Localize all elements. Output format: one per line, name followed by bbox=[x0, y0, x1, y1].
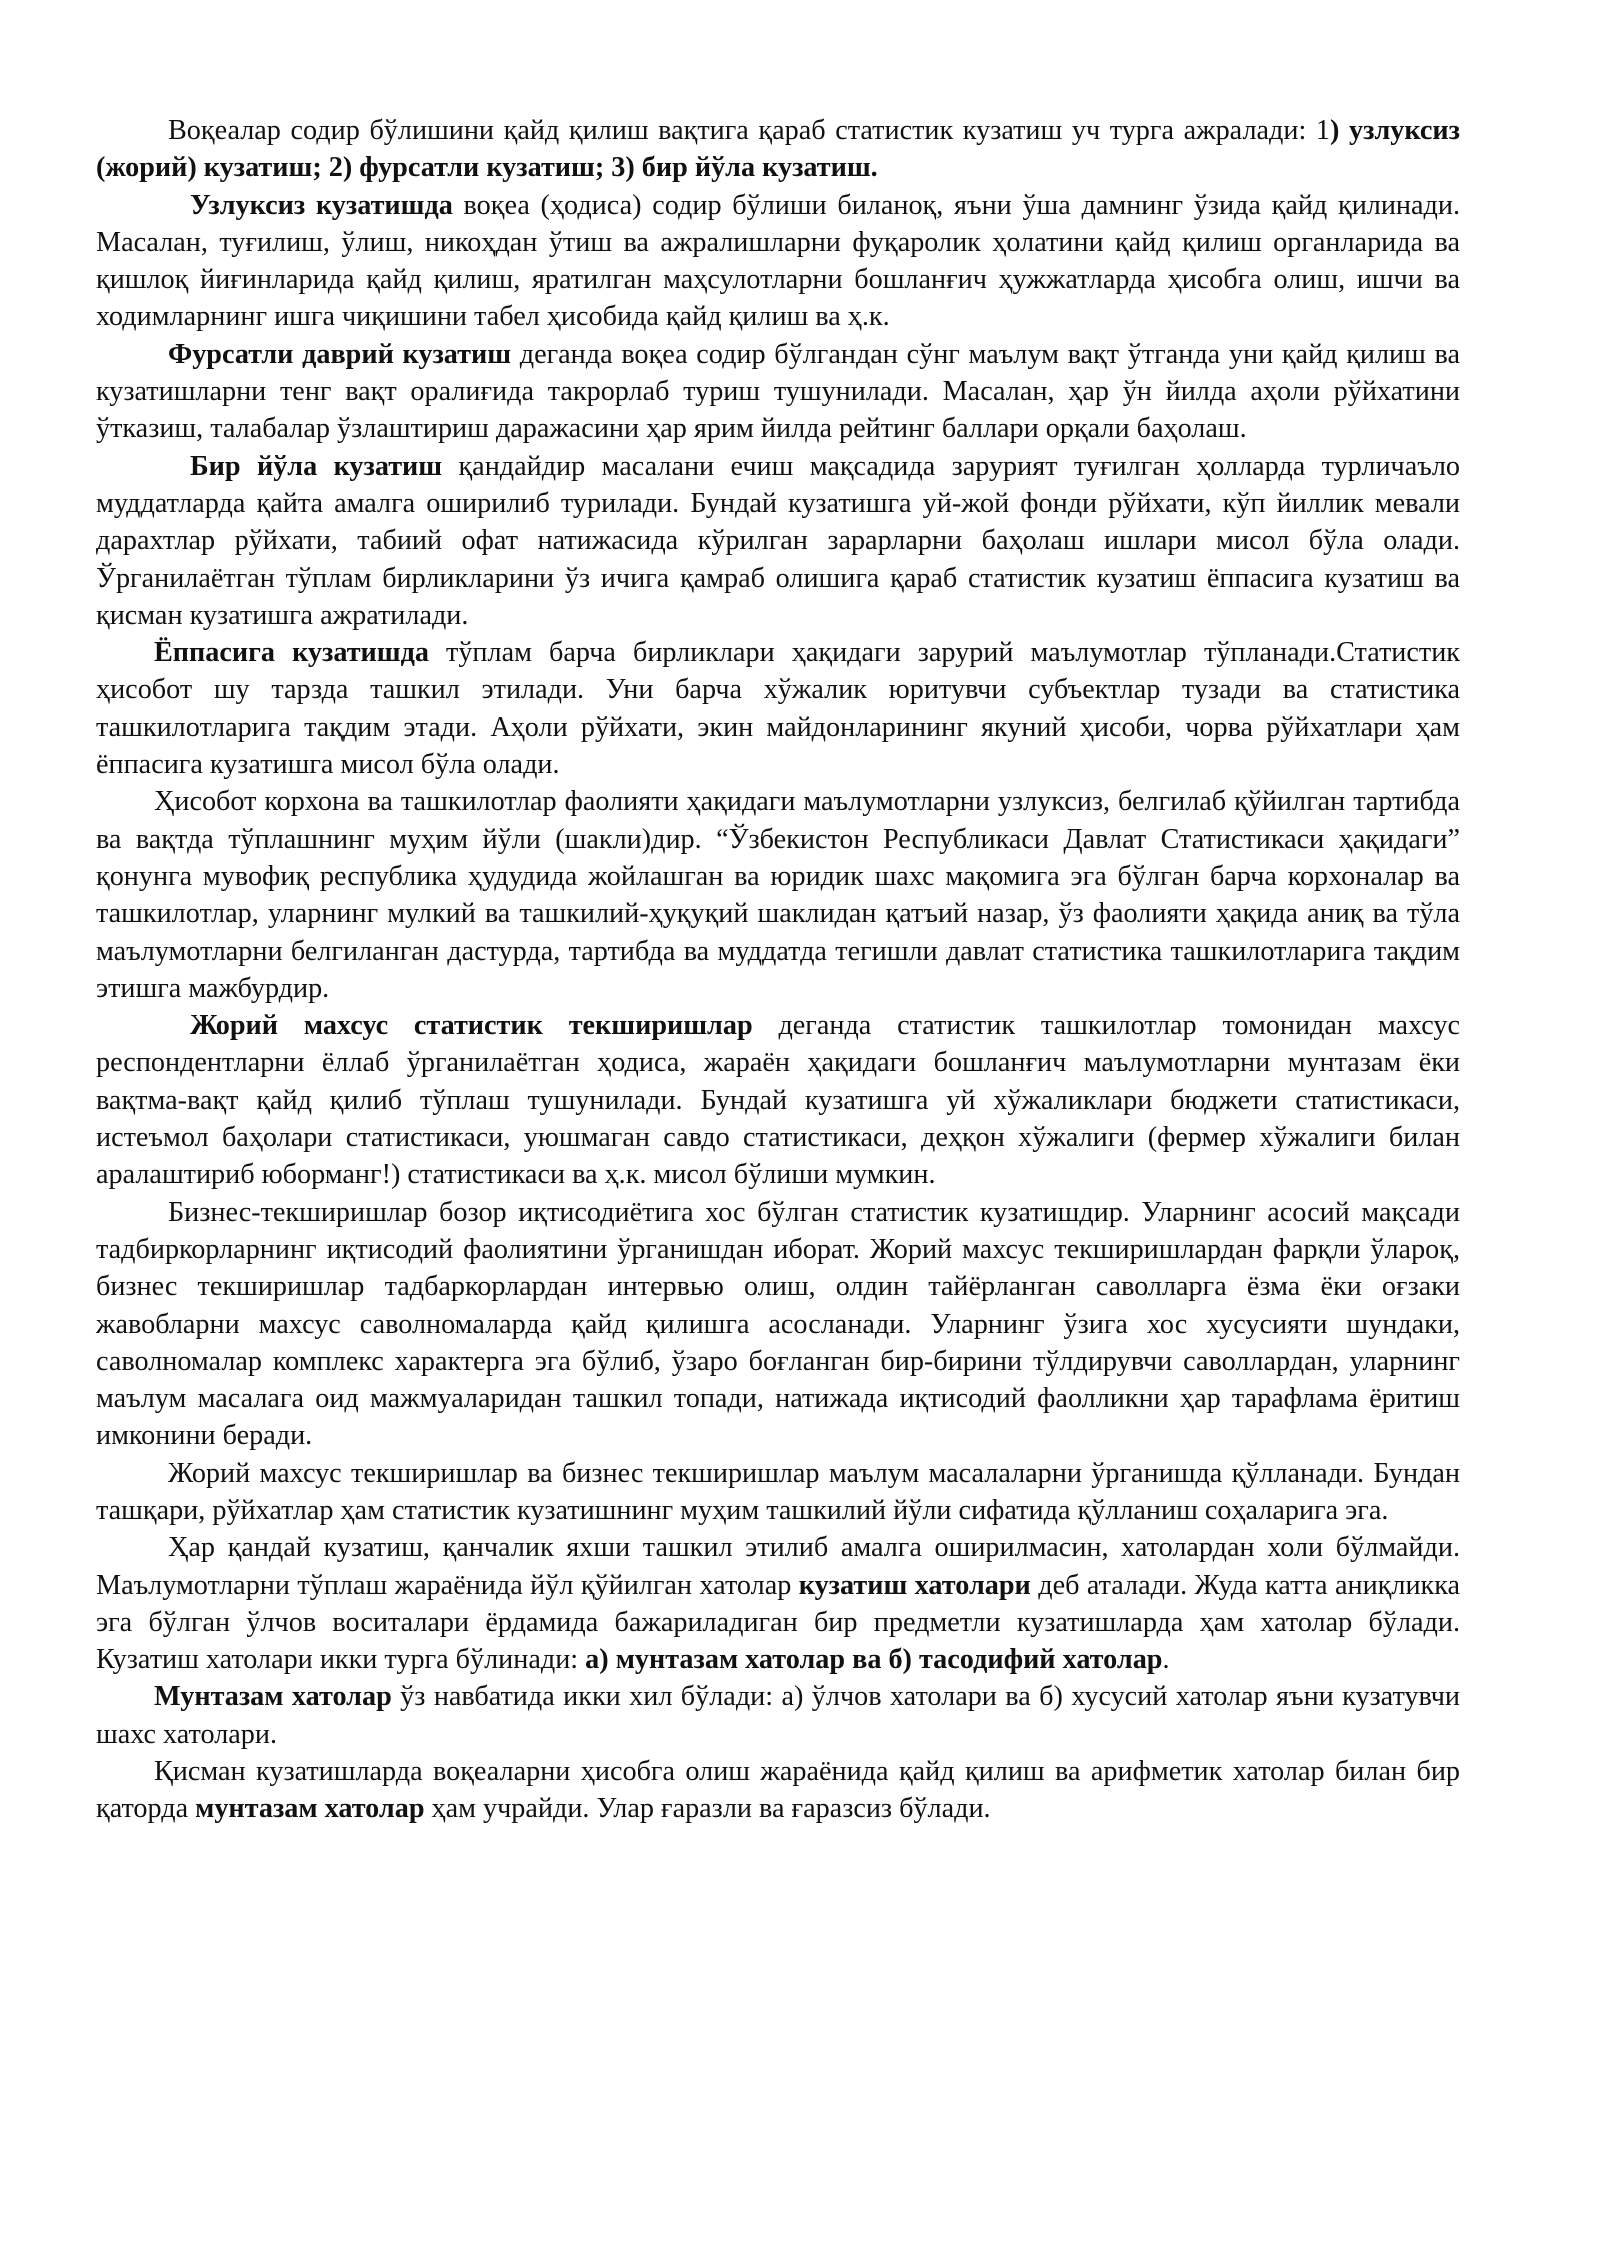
text-run: ҳам учрайди. Улар ғаразли ва ғаразсиз бўлади. bbox=[424, 1793, 991, 1825]
paragraph-periodic-observation bbox=[96, 336, 1460, 448]
paragraph-systematic-errors bbox=[96, 1678, 1460, 1753]
text-run: деганда воқеа содир бўлгандан сўнг маълум вақт ўтганда уни қайд қилиш ва кузатишларни тенг вақт оралиғида такрорлаб туриш тушунилади. Масалан, ҳар ўн йилда аҳоли рўйхатини ўтказиш, талабалар ўзлаштириш даражасини ҳар ярим йилда рейтинг баллари орқали баҳолаш. bbox=[96, 338, 1460, 445]
text-run: Воқеалар содир бўлишини қайд қилиш вақтига қараб статистик кузатиш уч турга ажралади: 1 bbox=[168, 115, 1331, 146]
text-run: тўплам барча бирликлари ҳақидаги зарурий маълумотлар тўпланади.Статистик ҳисобот шу тарзда ташкил этилади. Уни барча хўжалик юритувчи субъектлар тузади ва статистика ташкилотларига тақдим этади. Аҳоли рўйхати, экин майдонларининг якуний ҳисоби, чорва рўйхатлари ҳам ёппасига кузатишга мисол бўла олади. bbox=[96, 637, 1460, 781]
paragraph-surveys-usage bbox=[96, 1455, 1460, 1530]
paragraph-observation-errors bbox=[96, 1529, 1460, 1678]
text-run: деганда статистик ташкилотлар томонидан махсус респондентларни ёллаб ўрганилаётган ҳодиса, жараён ҳақидаги бошланғич маълумотларни мунтазам ёки вақтма-вақт қайд қилиб тўплаш тушунилади. Бундай кузатишга уй хўжаликлари бюджети статистикаси, истеъмол баҳолари статистикаси, уюшмаган савдо статистикаси, деҳқон хўжалиги (фермер хўжалиги билан аралаштириб юборманг!) статистикаси ва ҳ.к. мисол бўлиши мумкин. bbox=[96, 1010, 1460, 1191]
paragraph-reporting bbox=[96, 783, 1460, 1007]
paragraph-business-surveys bbox=[96, 1194, 1460, 1455]
bold-run: Фурсатли даврий кузатиш bbox=[168, 338, 512, 370]
text-run: Бизнес-текширишлар бозор иқтисодиётига хос бўлган статистик кузатишдир. Уларнинг асосий мақсади тадбиркорларнинг иқтисодий фаолиятини ўрганишдан иборат. Жорий махсус текширишлардан фарқли ўлароқ, бизнес текширишлар тадбаркорлардан интервью олиш, олдин тайёрланган саволларга ёзма ёки оғзаки жавобларни махсус саволномаларда қайд қилишга асосланади. Уларнинг ўзига хос хусусияти шундаки, саволномалар комплекс характерга эга бўлиб, ўзаро боғланган бир-бирини тўлдирувчи саволлардан, уларнинг маълум масалага оид мажмуаларидан ташкил топади, натижада иқтисодий фаолликни ҳар тарафлама ёритиш имконини беради. bbox=[96, 1196, 1460, 1452]
paragraph-one-time-observation bbox=[96, 448, 1460, 634]
bold-run: Жорий махсус статистик текширишлар bbox=[190, 1010, 753, 1042]
paragraph-special-surveys bbox=[96, 1007, 1460, 1193]
text-run: Қисман кузатишларда воқеаларни ҳисобга олиш жараёнида қайд қилиш ва арифметик хатолар билан бир қаторда bbox=[96, 1756, 1460, 1825]
text-run: қандайдир масалани ечиш мақсадида зарурият туғилган ҳолларда турличаъло муддатларда қайта амалга оширилиб турилади. Бундай кузатишга уй-жой фонди рўйхати, кўп йиллик мевали дарахтлар рўйхати, табиий офат натижасида кўрилган зарарларни баҳолаш ишлари мисол бўла олади. Ўрганилаётган тўплам бирликларини ўз ичига қамраб олишига қараб статистик кузатиш ёппасига кузатиш ва қисман кузатишга ажратилади. bbox=[96, 450, 1460, 631]
bold-run: Ёппасига кузатишда bbox=[154, 637, 429, 669]
text-run: деб аталади. Жуда катта аниқликка эга бўлган ўлчов воситалари ёрдамида бажариладиган бир предметли кузатишларда ҳам хатолар бўлади. Кузатиш хатолари икки турга бўлинади: bbox=[96, 1569, 1461, 1676]
document-page bbox=[96, 112, 1460, 1828]
bold-run: кузатиш хатолари bbox=[798, 1569, 1031, 1601]
paragraph-continuous-observation bbox=[96, 187, 1460, 336]
text-run: Жорий махсус текширишлар ва бизнес текширишлар маълум масалаларни ўрганишда қўлланади. Бундан ташқари, рўйхатлар ҳам статистик кузатишнинг муҳим ташкилий йўли сифатида қўлланиш соҳаларига эга. bbox=[96, 1457, 1460, 1526]
paragraph-partial-observation-errors bbox=[96, 1753, 1460, 1828]
bold-run: Узлуксиз кузатишда bbox=[190, 189, 453, 221]
paragraph-complete-observation bbox=[96, 634, 1460, 783]
text-run: . bbox=[1162, 1644, 1170, 1676]
bold-run: а) мунтазам хатолар ва б) тасодифий хатолар bbox=[585, 1644, 1163, 1676]
text-run: воқеа (ҳодиса) содир бўлиши биланоқ, яъни ўша дамнинг ўзида қайд қилинади. Масалан, туғилиш, ўлиш, никоҳдан ўтиш ва ажралишларни фуқаролик ҳолатини қайд қилиш органларида ва қишлоқ йиғинларида қайд қилиш, яратилган маҳсулотларни бошланғич ҳужжатларда ҳисобга олиш, ишчи ва ходимларнинг ишга чиқишини табел ҳисобида қайд қилиш ва ҳ.к. bbox=[96, 189, 1460, 333]
bold-run: мунтазам хатолар bbox=[195, 1793, 425, 1825]
paragraph-observation-types bbox=[96, 112, 1460, 187]
text-run: Ҳисобот корхона ва ташкилотлар фаолияти ҳақидаги маълумотларни узлуксиз, белгилаб қўйилган тартибда ва вақтда тўплашнинг муҳим йўли (шакли)дир. “Ўзбекистон Республикаси Давлат Статистикаси ҳақидаги” қонунга мувофиқ республика ҳудудида жойлашган ва юридик шахс мақомига эга бўлган барча корхоналар ва ташкилотлар, уларнинг мулкий ва ташкилий-ҳуқуқий шаклидан қатъий назар, ўз фаолияти ҳақида аниқ ва тўла маълумотларни белгиланган дастурда, тартибда ва муддатда тегишли давлат статистика ташкилотларига тақдим этишга мажбурдир. bbox=[96, 786, 1460, 1004]
bold-run: Бир йўла кузатиш bbox=[190, 450, 443, 482]
text-run: ўз навбатида икки хил бўлади: а) ўлчов хатолари ва б) хусусий хатолар яъни кузатувчи шахс хатолари. bbox=[96, 1681, 1461, 1750]
bold-run: Мунтазам хатолар bbox=[154, 1681, 392, 1713]
bold-run: ) узлуксиз (жорий) кузатиш; 2) фурсатли кузатиш; 3) бир йўла кузатиш. bbox=[96, 115, 1460, 184]
text-run: Ҳар қандай кузатиш, қанчалик яхши ташкил этилиб амалга оширилмасин, хатолардан холи бўлмайди. Маълумотларни тўплаш жараёнида йўл қўйилган хатолар bbox=[96, 1532, 1460, 1601]
